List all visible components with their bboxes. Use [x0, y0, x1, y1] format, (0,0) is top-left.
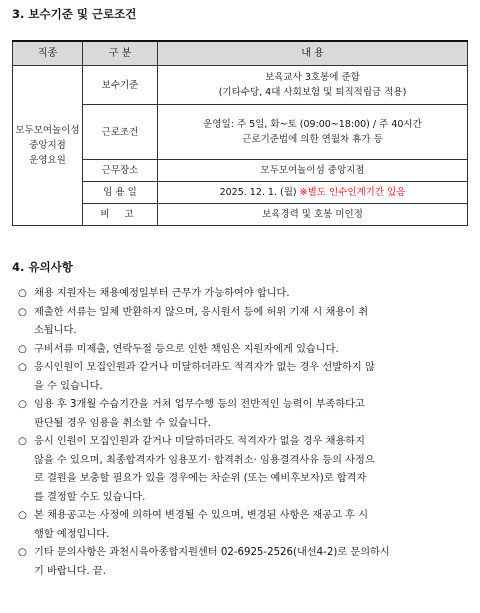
job-title-line: 모두모여놀이섬 — [15, 125, 80, 136]
list-item — [18, 396, 470, 433]
table-header-row — [13, 41, 468, 66]
row-label: 근로조건 — [83, 105, 158, 160]
content-line: 보육교사 3호봉에 준함 — [265, 72, 360, 83]
section-4-heading: 4. 유의사항 — [12, 260, 73, 274]
notice-line: 구비서류 미제출, 연락두절 등으로 인한 책임은 지원자에게 있습니다. — [34, 343, 339, 355]
notice-line: 임용 후 3개월 수습기간을 거쳐 업무수행 등의 전반적인 능력이 부족하다고 — [34, 399, 365, 410]
notice-line: 소됩니다. — [34, 325, 77, 336]
content-line: (기타수당, 4대 사회보험 및 퇴직적립금 적용) — [218, 87, 407, 98]
notice-line: 본 채용공고는 사정에 의하여 변경될 수 있으며, 변경된 사항은 재공고 후 시 — [34, 510, 369, 521]
header-content: 내 용 — [158, 41, 468, 66]
notice-line: 채용 지원자는 채용예정일부터 근무가 가능하여야 합니다. — [34, 288, 290, 299]
row-label: 보수기준 — [83, 66, 158, 105]
circle-bullet-icon: ○ — [18, 436, 27, 447]
row-content — [158, 105, 468, 160]
circle-bullet-icon: ○ — [18, 362, 27, 373]
circle-bullet-icon: ○ — [18, 288, 27, 299]
circle-bullet-icon: ○ — [18, 343, 27, 355]
row-label: 비 고 — [83, 204, 158, 226]
row-content: 보육경력 및 호봉 미인정 — [158, 204, 468, 226]
job-title-cell — [13, 66, 83, 226]
content-line: 운영일: 주 5일, 화~토 (09:00~18:00) / 주 40시간 — [203, 119, 422, 130]
circle-bullet-icon: ○ — [18, 547, 27, 558]
header-category: 구 분 — [83, 41, 158, 66]
notice-line: 을 수 있습니다. — [34, 380, 103, 392]
notice-line: 응시 인원이 모집인원과 같거나 미달하더라도 적격자가 없을 경우 채용하지 — [34, 436, 365, 447]
list-item — [18, 304, 470, 341]
appointment-date: 2025. 12. 1. (월) — [219, 187, 297, 198]
notice-line: 않을 수 있으며, 최종합격자가 임용포기· 합격취소· 임용결격사유 등의 사정으 — [34, 454, 375, 466]
list-item — [18, 285, 470, 304]
job-title-line: 운영요원 — [29, 155, 66, 166]
circle-bullet-icon: ○ — [18, 306, 27, 318]
circle-bullet-icon: ○ — [18, 510, 27, 521]
job-title-line: 중앙지점 — [29, 140, 66, 151]
row-label: 근무장소 — [83, 160, 158, 182]
row-content: 모두모여놀이섬 중앙지점 — [158, 160, 468, 182]
list-item — [18, 544, 470, 581]
list-item — [18, 507, 470, 544]
notice-line: 행할 예정입니다. — [34, 528, 110, 540]
notice-line: 기 바랍니다. 끝. — [34, 565, 106, 577]
notice-line: 판단될 경우 임용을 취소할 수 있습니다. — [34, 417, 211, 429]
row-content — [158, 66, 468, 105]
handover-note: ※별도 인수인계기간 있음 — [299, 187, 406, 198]
notice-line: 로 결원을 보충할 필요가 있을 경우에는 차순위 (또는 예비후보자)로 합격자 — [34, 473, 367, 484]
notice-line: 기타 문의사항은 과천시육아종합지원센터 02-6925-2526(내선4-2)로 문의하시 — [34, 547, 390, 558]
header-job: 직종 — [13, 41, 83, 66]
list-item — [18, 359, 470, 396]
notice-line: 응시인원이 모집인원과 같거나 미달하더라도 적격자가 없는 경우 선발하지 않 — [34, 362, 375, 373]
list-item — [18, 341, 470, 360]
pay-conditions-table — [12, 40, 468, 226]
row-content — [158, 182, 468, 204]
row-label: 임 용 일 — [83, 182, 158, 204]
notice-line: 를 결정할 수도 있습니다. — [34, 491, 146, 503]
circle-bullet-icon: ○ — [18, 399, 27, 410]
list-item — [18, 433, 470, 507]
section-3-heading: 3. 보수기준 및 근로조건 — [12, 7, 137, 21]
notice-list — [18, 285, 470, 581]
notice-line: 제출한 서류는 일체 반환하지 않으며, 응시원서 등에 허위 기재 시 채용이 취 — [34, 306, 369, 318]
content-line: 근로기준법에 의한 연월차 휴가 등 — [242, 134, 383, 145]
table-row — [13, 66, 468, 105]
